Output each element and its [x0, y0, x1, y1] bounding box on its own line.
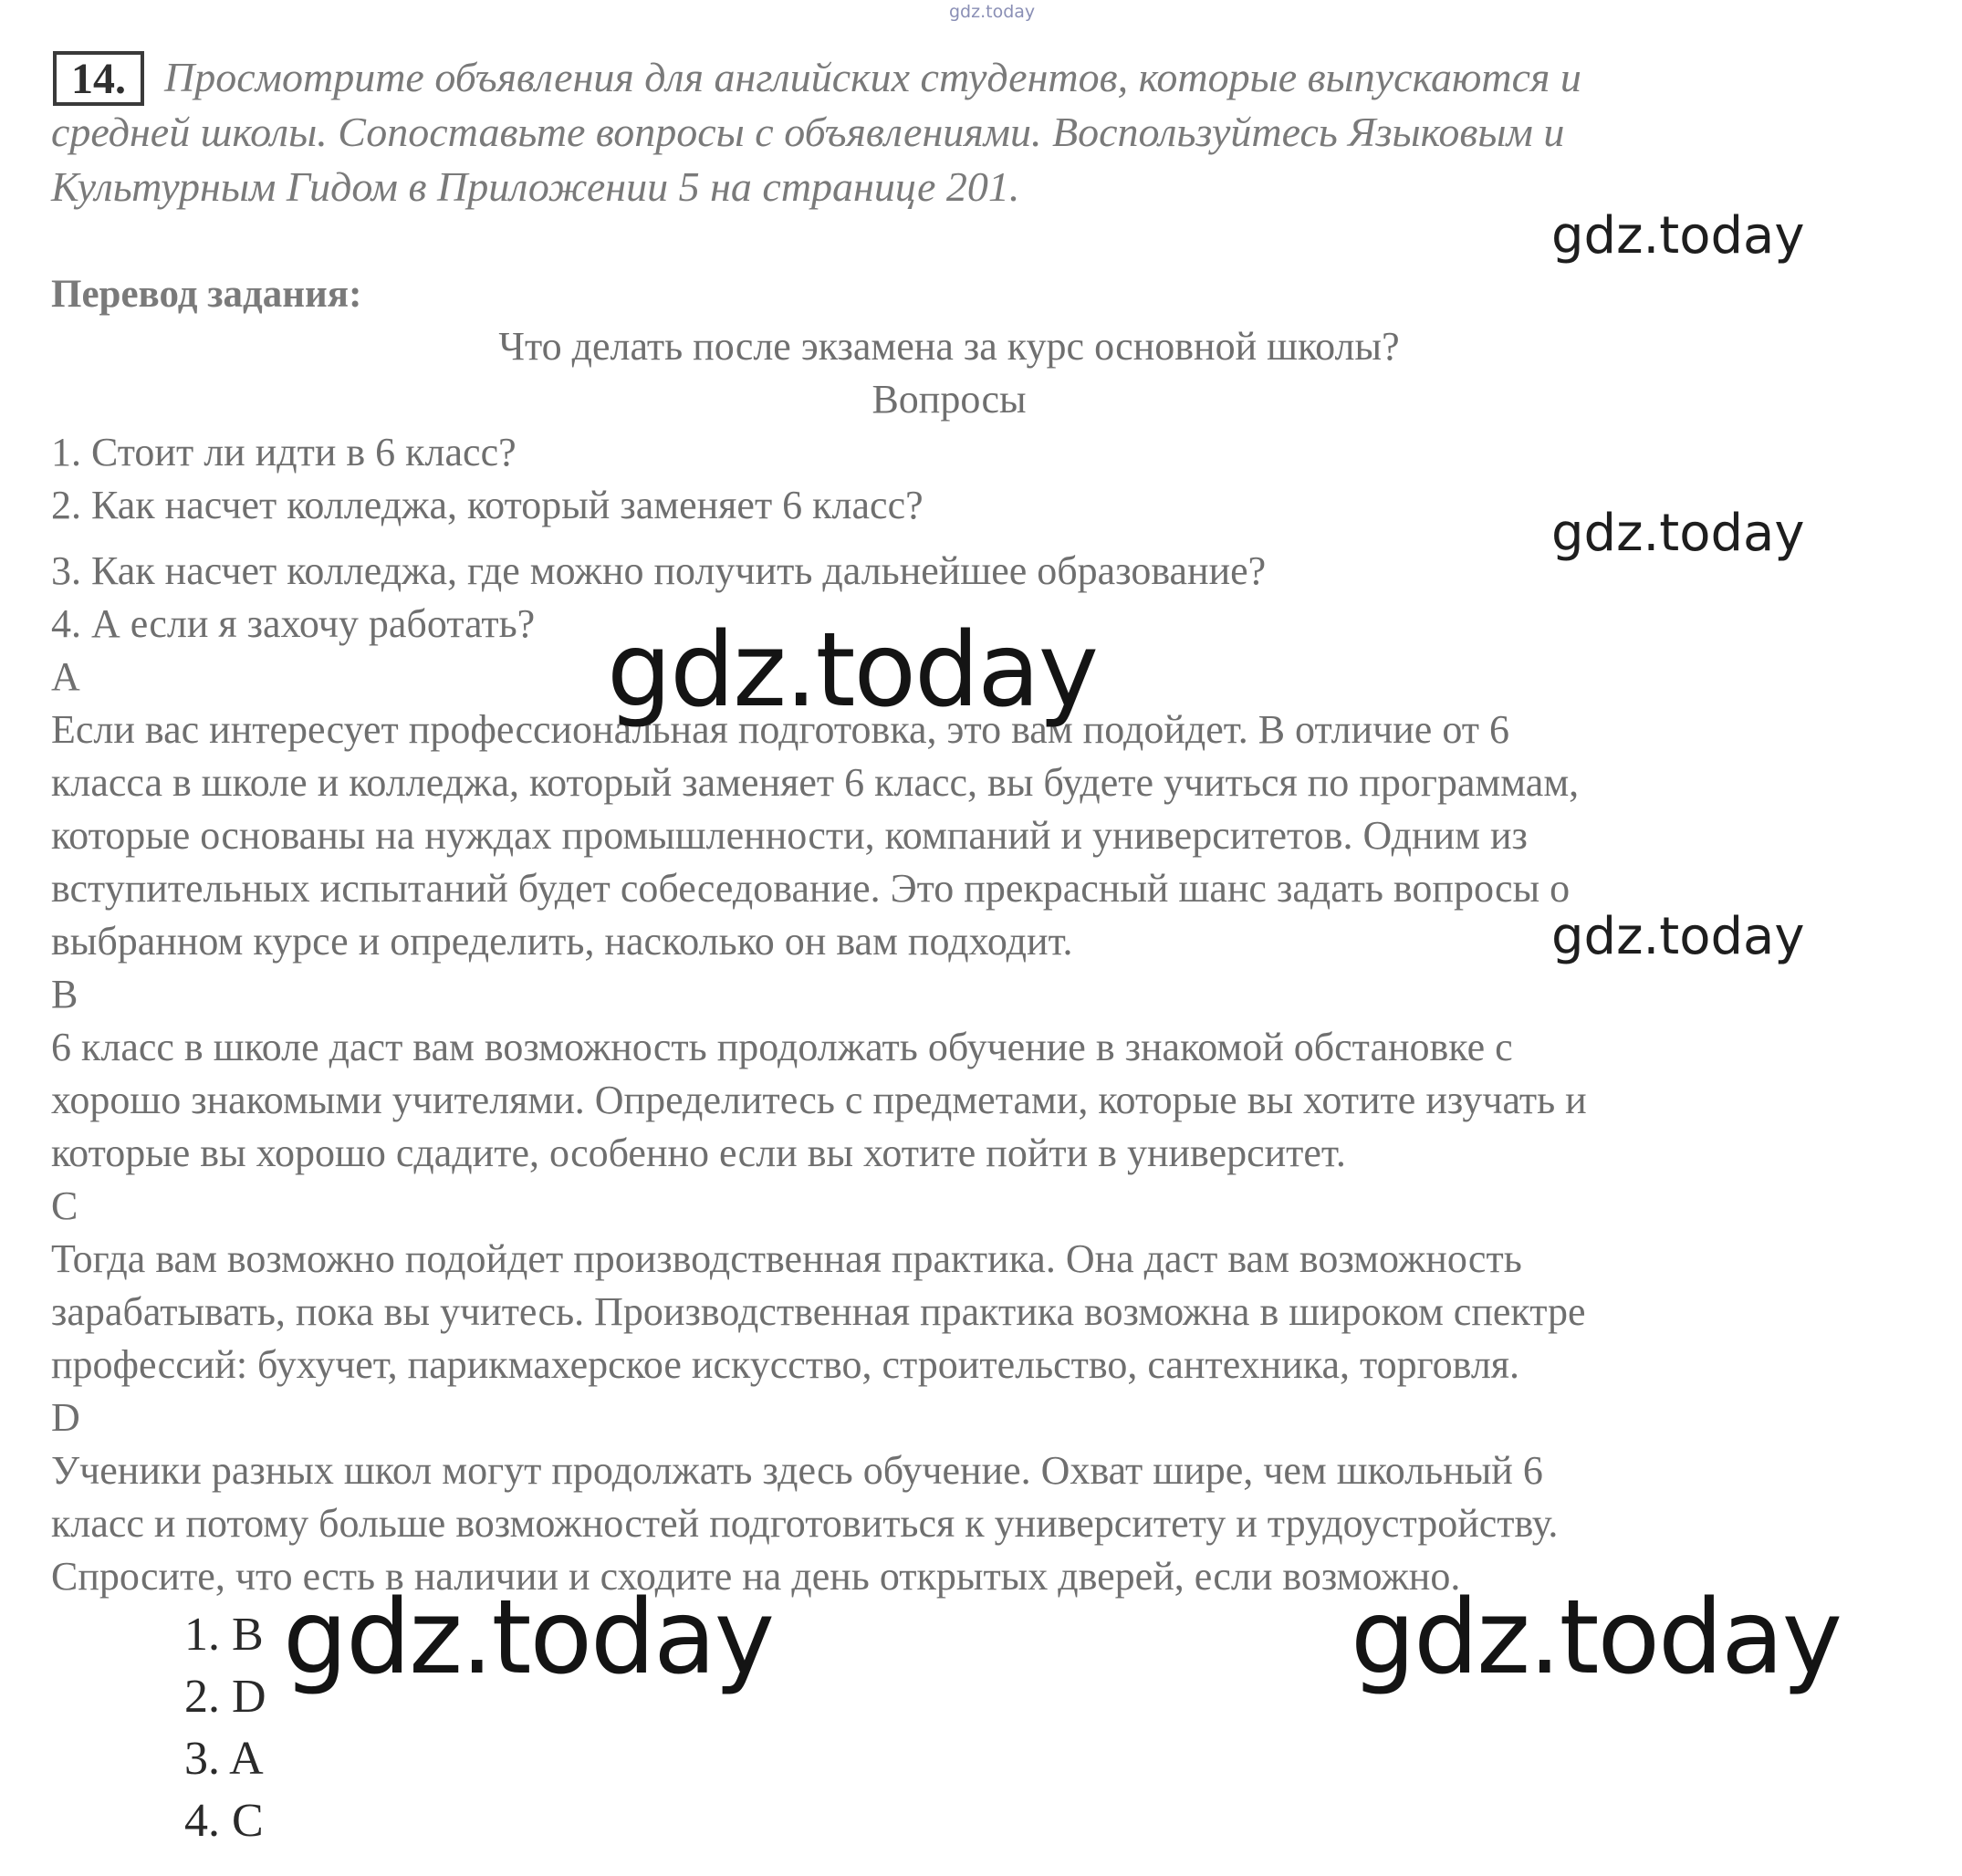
ad-letter-c: C — [51, 1183, 78, 1228]
ad-b-line-2: хорошо знакомыми учителями. Определитесь с предметами, которые вы хотите изучать и — [51, 1078, 1587, 1122]
translation-title: Что делать после экзамена за курс основной школы? — [498, 324, 1400, 369]
answer-3: 3. A — [184, 1733, 264, 1785]
answer-4: 4. C — [184, 1795, 264, 1847]
watermark-large-1: gdz.today — [607, 611, 1098, 730]
question-3: 3. Как насчет колледжа, где можно получить дальнейшее образование? — [51, 548, 1267, 593]
ad-a-line-5: выбранном курсе и определить, насколько он вам подходит. — [51, 919, 1073, 964]
ad-letter-d: D — [51, 1395, 80, 1440]
ad-a-line-2: класса в школе и колледжа, который заменяет 6 класс, вы будете учиться по программам, — [51, 760, 1580, 805]
ad-a-line-1: Если вас интересует профессиональная подготовка, это вам подойдет. В отличие от 6 — [51, 707, 1509, 752]
question-4: 4. А если я захочу работать? — [51, 601, 536, 646]
ad-d-line-2: класс и потому больше возможностей подготовиться к университету и трудоустройству. — [51, 1501, 1559, 1546]
question-1: 1. Стоит ли идти в 6 класс? — [51, 430, 517, 474]
ad-d-line-3: Спросите, что есть в наличии и сходите на день открытых дверей, если возможно. — [51, 1554, 1461, 1599]
answer-2: 2. D — [184, 1671, 266, 1723]
ad-c-line-3: профессий: бухучет, парикмахерское искусство, строительство, сантехника, торговля. — [51, 1342, 1520, 1387]
ad-a-line-4: вступительных испытаний будет собеседование. Это прекрасный шанс задать вопросы о — [51, 866, 1571, 911]
watermark-right-1: gdz.today — [1551, 206, 1805, 266]
watermark-right-3: gdz.today — [1551, 907, 1805, 966]
ad-c-line-1: Тогда вам возможно подойдет производственная практика. Она даст вам возможность — [51, 1236, 1522, 1281]
questions-title: Вопросы — [871, 377, 1027, 422]
watermark-large-2: gdz.today — [283, 1579, 774, 1697]
task-text-line-1: Просмотрите объявления для английских студентов, которые выпускаются и — [164, 54, 1581, 100]
ad-letter-b: B — [51, 972, 78, 1016]
translation-heading: Перевод задания: — [51, 273, 362, 316]
task-text-line-2: средней школы. Сопоставьте вопросы с объявлениями. Воспользуйтесь Языковым и — [51, 109, 1565, 155]
ad-b-line-3: которые вы хорошо сдадите, особенно если вы хотите пойти в университет. — [51, 1131, 1346, 1175]
ad-c-line-2: зарабатывать, пока вы учитесь. Производственная практика возможна в широком спектре — [51, 1289, 1586, 1334]
watermark-right-2: gdz.today — [1551, 504, 1805, 563]
question-2: 2. Как насчет колледжа, который заменяет 6 класс? — [51, 483, 924, 527]
ad-a-line-3: которые основаны на нуждах промышленности, компаний и университетов. Одним из — [51, 813, 1528, 858]
task-number: 14. — [53, 51, 144, 106]
watermark-large-3: gdz.today — [1351, 1579, 1842, 1697]
ad-b-line-1: 6 класс в школе даст вам возможность продолжать обучение в знакомой обстановке с — [51, 1025, 1513, 1069]
ad-d-line-1: Ученики разных школ могут продолжать здесь обучение. Охват шире, чем школьный 6 — [51, 1448, 1543, 1493]
ad-letter-a: A — [51, 654, 80, 699]
task-text-line-3: Культурным Гидом в Приложении 5 на странице 201. — [51, 163, 1020, 210]
answer-1: 1. B — [184, 1609, 264, 1661]
watermark-small: gdz.today — [949, 2, 1036, 22]
